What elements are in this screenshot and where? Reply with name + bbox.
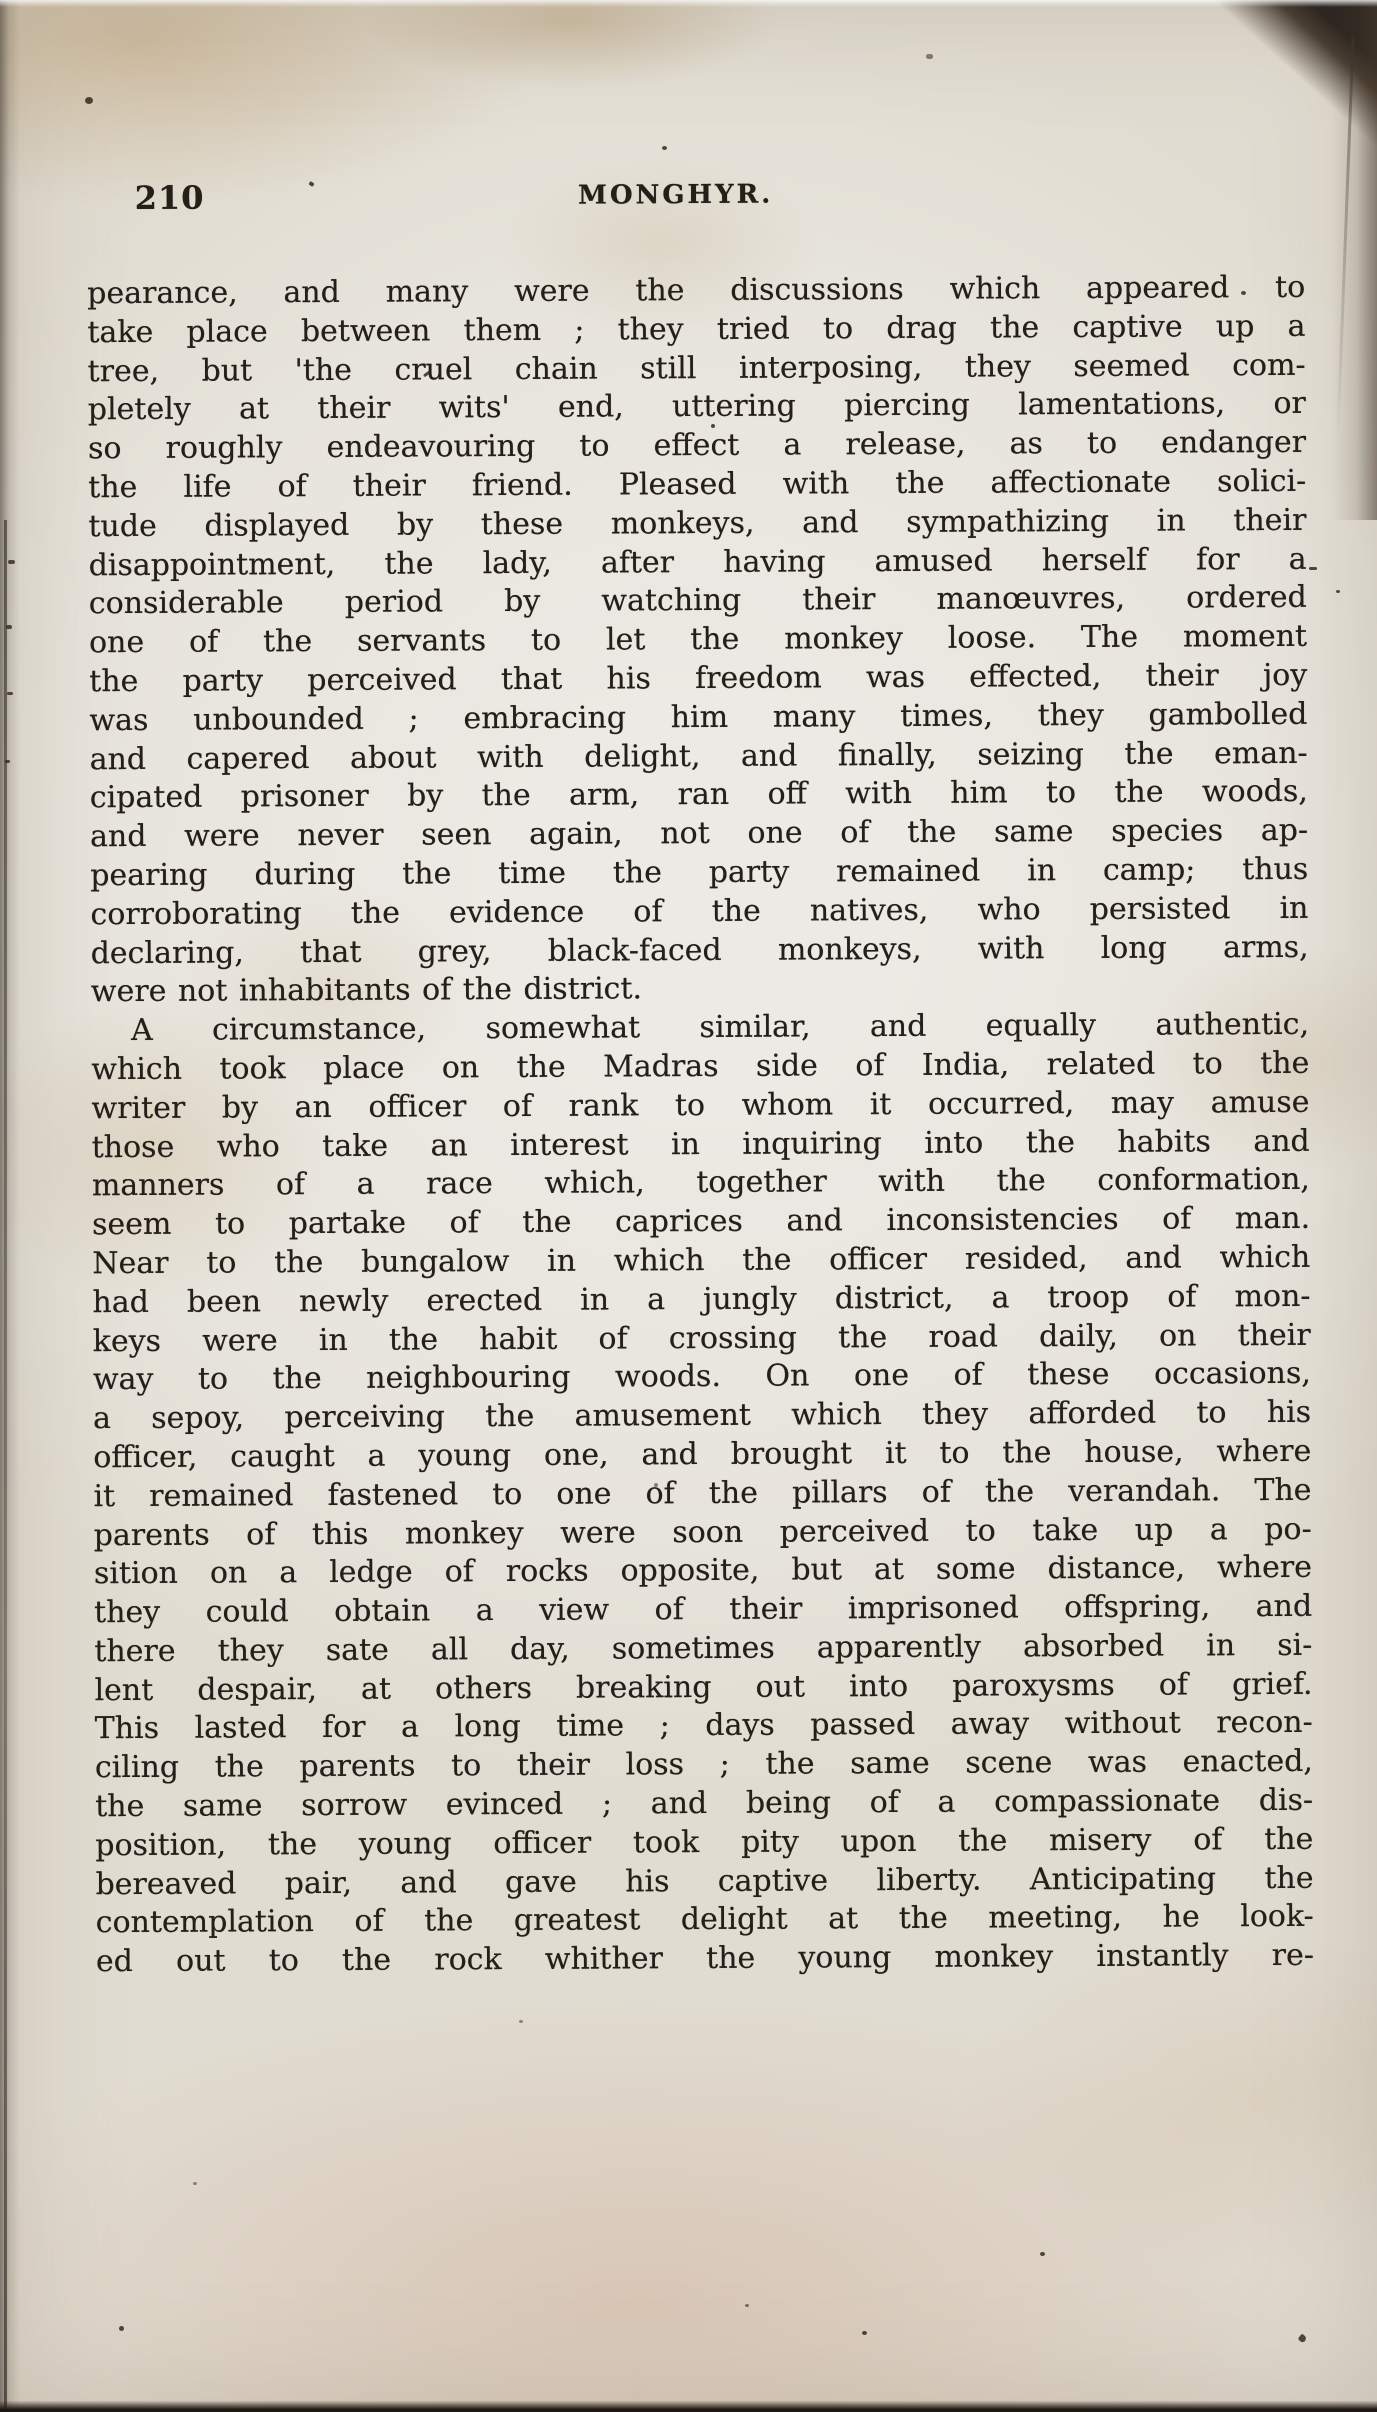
text-line: parents of this monkey were soon perceived to take up a po- [93, 1511, 1312, 1553]
page-edge-left-line [4, 520, 7, 2409]
printed-page-content [86, 0, 1317, 2412]
text-line: the life of their friend. Pleased with the affectionate solici- [88, 463, 1307, 506]
text-line: pletely at their wits' end, uttering piercing lamentations, or [87, 386, 1306, 428]
text-line: tree, but 'the cruel chain still interposing, they seemed com- [87, 347, 1306, 389]
text-line: way to the neighbouring woods. On one of these occasions, [92, 1356, 1311, 1398]
text-line: which took place on the Madras side of India, related to the [91, 1045, 1310, 1088]
running-title: MONGHYR. [578, 179, 774, 211]
text-line: declaring, that grey, black-faced monkeys, with long arms, [90, 929, 1309, 971]
running-header [87, 173, 1305, 223]
page-number: 210 [134, 178, 205, 217]
text-line: had been newly erected in a jungly district, a troop of mon- [92, 1278, 1311, 1320]
text-line: contemplation of the greatest delight at the meeting, he look- [95, 1899, 1314, 1941]
text-line: seem to partake of the caprices and inconsistencies of man. [92, 1200, 1311, 1243]
text-line: pearance, and many were the discussions which appeared to [87, 269, 1306, 312]
text-line: and were never seen again, not one of the same species ap- [89, 812, 1309, 855]
text-line: pearing during the time the party remained in camp; thus [90, 851, 1309, 894]
binding-mark [8, 560, 15, 564]
text-line: tude displayed by these monkeys, and sympathizing in their [88, 502, 1307, 544]
text-line: A circumstance, somewhat similar, and equally authentic, [130, 1006, 1310, 1049]
binding-mark [5, 760, 10, 763]
text-line: the party perceived that his freedom was effected, their joy [89, 657, 1308, 700]
body-text [87, 269, 1314, 1982]
text-line: ciling the parents to their loss ; the same scene was enacted, [94, 1744, 1314, 1786]
text-line: considerable period by watching their manœuvres, ordered [88, 580, 1307, 622]
text-line: there they sate all day, sometimes apparently absorbed in si- [94, 1627, 1313, 1670]
binding-mark [6, 625, 12, 629]
text-line: the same sorrow evinced ; and being of a compassionate dis- [95, 1782, 1314, 1825]
text-line: and capered about with delight, and finally, seizing the eman- [89, 735, 1308, 777]
text-line: one of the servants to let the monkey loose. The moment [88, 618, 1308, 661]
text-line: take place between them ; they tried to drag the captive up a [87, 308, 1306, 350]
text-line: officer, caught a young one, and brought it to the house, where [93, 1433, 1312, 1476]
text-line: Near to the bungalow in which the officer resided, and which [92, 1239, 1311, 1282]
page-edge-right-shadow [1331, 0, 1377, 520]
text-line: was unbounded ; embracing him many times, they gambolled [89, 696, 1308, 738]
text-line: position, the young officer took pity upon the misery of the [95, 1821, 1314, 1864]
text-line: those who take an interest in inquiring into the habits and [91, 1123, 1310, 1165]
text-line: lent despair, at others breaking out into paroxysms of grief. [94, 1666, 1313, 1708]
binding-mark [7, 692, 13, 695]
ink-speck [1336, 590, 1340, 593]
text-line: they could obtain a view of their imprisoned offspring, and [94, 1588, 1313, 1631]
text-line: sition on a ledge of rocks opposite, but at some distance, where [93, 1550, 1313, 1592]
text-line: keys were in the habit of crossing the road daily, on their [92, 1317, 1311, 1359]
text-line: were not inhabitants of the district. [90, 971, 643, 1010]
text-line: cipated prisoner by the arm, ran off with him to the woods, [89, 774, 1308, 816]
text-line: bereaved pair, and gave his captive liberty. Anticipating the [95, 1860, 1314, 1902]
text-line: ed out to the rock whither the young monkey instantly re- [95, 1938, 1315, 1980]
text-line: This lasted for a long time ; days passed away without recon- [94, 1705, 1313, 1747]
text-line: manners of a race which, together with the conformation, [91, 1162, 1310, 1204]
page-edge-left-shadow [0, 0, 20, 2409]
ink-speck [1309, 567, 1317, 570]
text-line: so roughly endeavouring to effect a release, as to endanger [87, 425, 1307, 467]
text-line: it remained fastened to one of the pillars of the verandah. The [93, 1472, 1312, 1514]
text-line: a sepoy, perceiving the amusement which they afforded to his [93, 1394, 1312, 1437]
text-line: writer by an officer of rank to whom it occurred, may amuse [91, 1084, 1310, 1126]
text-line: corroborating the evidence of the natives, who persisted in [90, 890, 1309, 932]
text-line: disappointment, the lady, after having amused herself for a [88, 541, 1307, 583]
